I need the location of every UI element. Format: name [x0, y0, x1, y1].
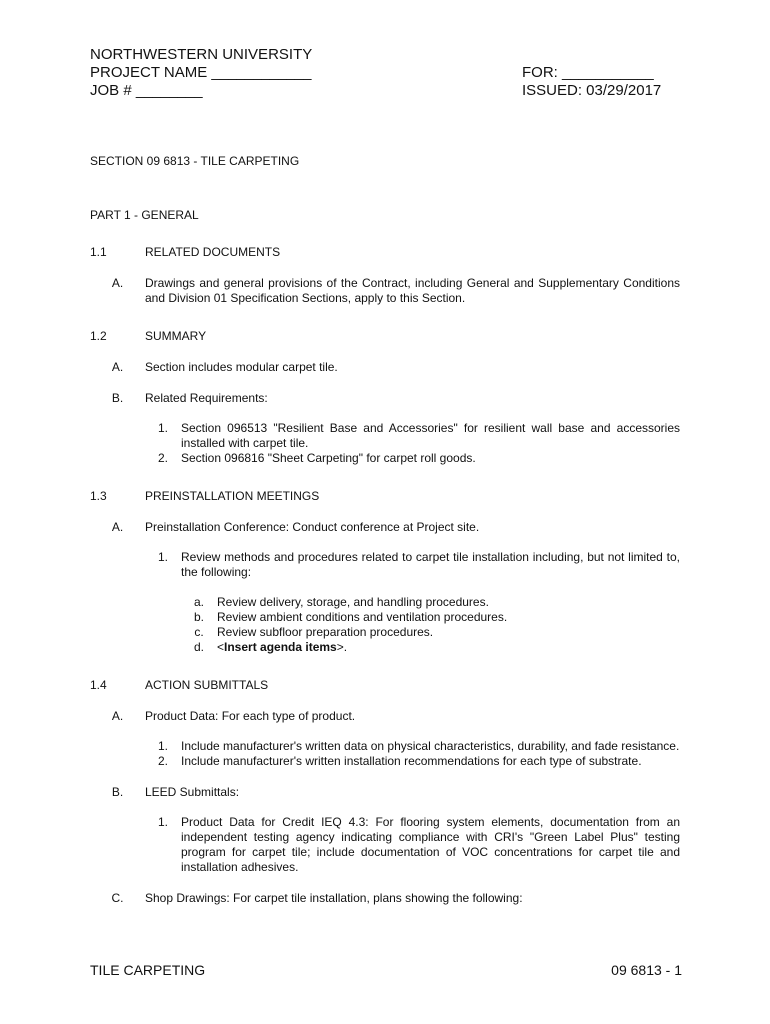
subparagraph-number: 2. [157, 754, 168, 768]
bracket-close: >. [336, 640, 348, 654]
subparagraph [145, 739, 680, 754]
subparagraph-list [90, 421, 680, 466]
paragraph-letter: A. [111, 709, 124, 723]
paragraph [90, 276, 680, 306]
paragraph [90, 360, 680, 375]
paragraph-letter: A. [111, 520, 124, 534]
article-1-1 [90, 245, 680, 260]
paragraph [90, 891, 680, 906]
paragraph-letter: C. [111, 891, 124, 905]
paragraph-text: Section includes modular carpet tile. [145, 360, 338, 374]
subparagraph [145, 421, 680, 451]
paragraph [90, 709, 680, 724]
article-title: ACTION SUBMITTALS [145, 678, 269, 692]
paragraph-letter: A. [111, 276, 124, 290]
subparagraph-text: Review methods and procedures related to carpet tile installation including, but not limited to, the following: [181, 550, 680, 579]
subparagraph-text: Include manufacturer's written data on physical characteristics, durability, and fade resistance. [181, 739, 680, 753]
sub-subparagraph [181, 595, 680, 610]
item-text: Review subfloor preparation procedures. [217, 625, 434, 639]
paragraph-text: LEED Submittals: [145, 785, 240, 799]
footer-section-name: TILE CARPETING [90, 962, 206, 978]
page-footer [90, 962, 682, 978]
document-header [90, 46, 682, 100]
item-letter: b. [193, 610, 204, 624]
subparagraph-number: 1. [157, 421, 168, 435]
subparagraph-text: Include manufacturer's written installation recommendations for each type of substrate. [181, 754, 642, 768]
item-text: Review delivery, storage, and handling procedures. [217, 595, 489, 609]
item-letter: c. [194, 625, 204, 639]
page-number: 09 6813 - 1 [611, 962, 682, 978]
article-title: PREINSTALLATION MEETINGS [145, 489, 320, 503]
sub-subparagraph [181, 610, 680, 625]
subparagraph-number: 1. [157, 739, 168, 753]
subparagraph-number: 2. [157, 451, 168, 465]
subparagraph-text: Section 096816 "Sheet Carpeting" for carpet roll goods. [181, 451, 476, 465]
subparagraph [145, 754, 680, 769]
paragraph [90, 391, 680, 406]
paragraph-text: Preinstallation Conference: Conduct conference at Project site. [145, 520, 480, 534]
paragraph-letter: B. [111, 785, 124, 799]
subparagraph-list [90, 815, 680, 875]
subparagraph-number: 1. [157, 550, 168, 564]
article-title: SUMMARY [145, 329, 207, 343]
subparagraph [145, 815, 680, 875]
subparagraph-list [90, 550, 680, 580]
article-1-3 [90, 489, 680, 504]
document-body [90, 154, 680, 906]
article-number: 1.1 [90, 245, 107, 259]
paragraph-text: Product Data: For each type of product. [145, 709, 356, 723]
paragraph-letter: A. [111, 360, 124, 374]
article-number: 1.3 [90, 489, 107, 503]
project-name-field: PROJECT NAME ____________ [90, 64, 312, 81]
sub-subparagraph [181, 625, 680, 640]
for-field: FOR: ___________ [522, 64, 654, 81]
subparagraph-text: Section 096513 "Resilient Base and Accessories" for resilient wall base and accessories installed with carpet tile. [181, 421, 680, 450]
article-1-4 [90, 678, 680, 693]
insert-placeholder: Insert agenda items [224, 640, 337, 654]
item-letter: a. [193, 595, 204, 609]
paragraph-letter: B. [111, 391, 124, 405]
article-number: 1.2 [90, 329, 107, 343]
university-name: NORTHWESTERN UNIVERSITY [90, 46, 313, 63]
bracket-open: < [217, 640, 225, 654]
subparagraph [145, 550, 680, 580]
part-title: PART 1 - GENERAL [90, 208, 199, 222]
item-text: Review ambient conditions and ventilation procedures. [217, 610, 508, 624]
sub-subparagraph [181, 640, 680, 655]
article-number: 1.4 [90, 678, 107, 692]
job-number-field: JOB # ________ [90, 82, 203, 99]
subparagraph-text: Product Data for Credit IEQ 4.3: For flooring system elements, documentation from an independent testing agency indicating compliance with CRI's "Green Label Plus" testing program for carpet tile; include documentation of VOC concentrations for carpet tile and installation adhesives. [181, 815, 680, 874]
subparagraph-list [90, 739, 680, 769]
issued-date: ISSUED: 03/29/2017 [522, 82, 662, 99]
paragraph-text: Drawings and general provisions of the Contract, including General and Supplementary Conditions and Division 01 Specification Sections, apply to this Section. [145, 276, 680, 305]
item-letter: d. [193, 640, 204, 654]
sub-subparagraph-list [90, 595, 680, 655]
paragraph [90, 520, 680, 535]
article-title: RELATED DOCUMENTS [145, 245, 281, 259]
article-1-2 [90, 329, 680, 344]
item-text [217, 640, 680, 655]
paragraph [90, 785, 680, 800]
paragraph-text: Shop Drawings: For carpet tile installation, plans showing the following: [145, 891, 523, 905]
section-title: SECTION 09 6813 - TILE CARPETING [90, 154, 300, 168]
subparagraph [145, 451, 680, 466]
paragraph-text: Related Requirements: [145, 391, 268, 405]
subparagraph-number: 1. [157, 815, 168, 829]
